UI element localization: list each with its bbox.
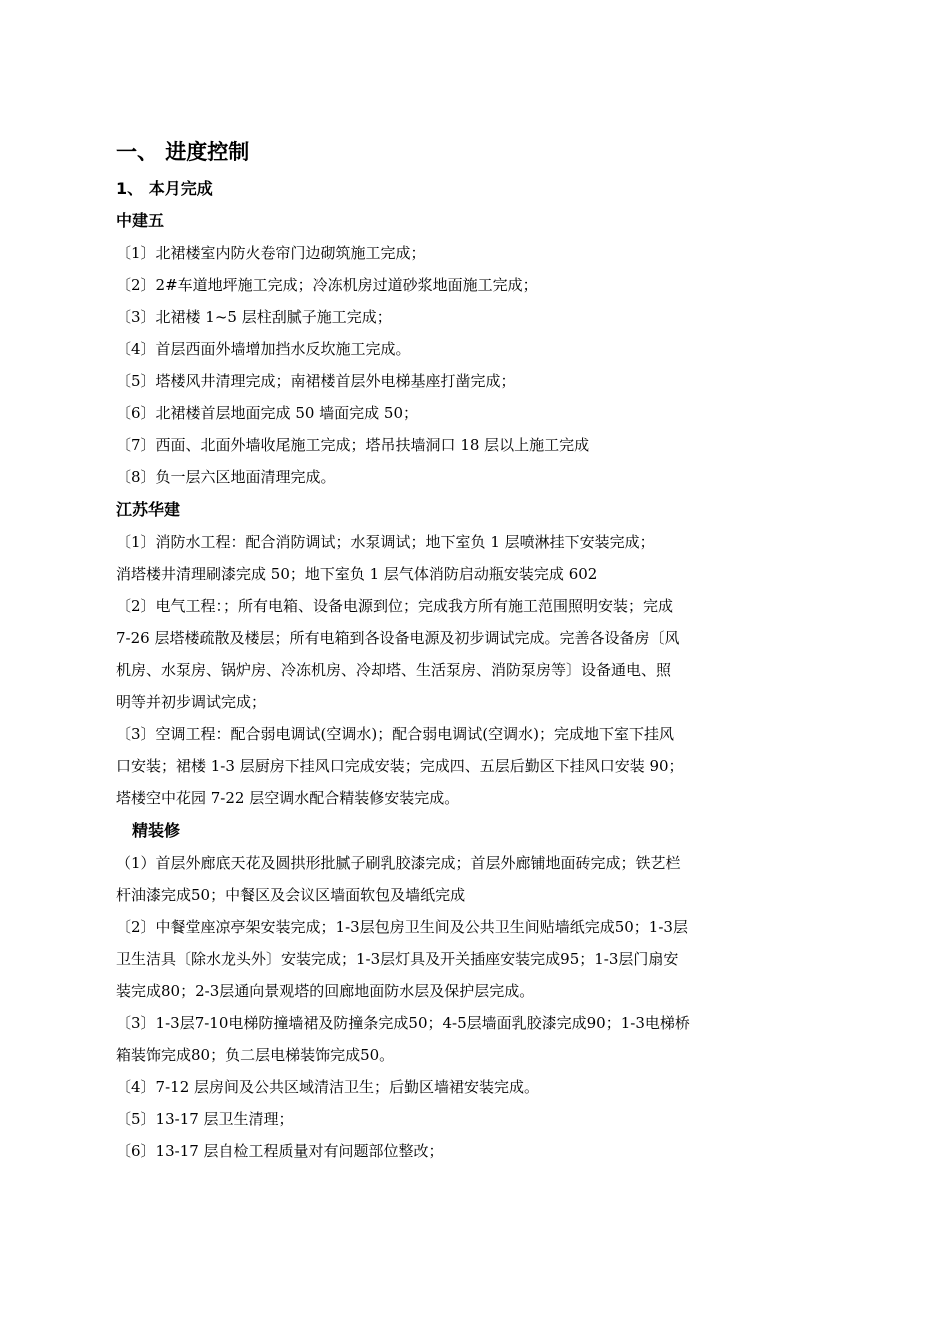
list-item: 〔2〕电气工程：；所有电箱、设备电源到位；完成我方所有施工范围照明安装；完成 xyxy=(116,597,674,615)
contractor-title-zhongjianwu: 中建五 xyxy=(116,211,165,230)
list-item: 机房、水泵房、锅炉房、冷冻机房、冷却塔、生活泵房、消防泵房等〕设备通电、照 xyxy=(116,661,672,679)
list-item: 〔5〕13-17 层卫生清理； xyxy=(116,1110,294,1128)
contractor-title-jingzhuangxiu: 精装修 xyxy=(132,821,181,840)
list-item: 杆油漆完成50；中餐区及会议区墙面软包及墙纸完成 xyxy=(116,886,466,904)
list-item: 口安装；裙楼 1-3 层厨房下挂风口完成安装；完成四、五层后勤区下挂风口安装 90； xyxy=(116,757,684,775)
list-item: 消塔楼井清理刷漆完成 50；地下室负 1 层气体消防启动瓶安装完成 602 xyxy=(116,565,598,583)
list-item: 明等并初步调试完成； xyxy=(116,693,267,711)
list-item: 〔3〕1-3层7-10电梯防撞墙裙及防撞条完成50；4-5层墙面乳胶漆完成90；1-3电梯桥 xyxy=(116,1014,690,1032)
list-item: 〔2〕中餐堂座凉亭架安装完成；1-3层包房卫生间及公共卫生间贴墙纸完成50；1-3层 xyxy=(116,918,688,936)
list-item: 〔6〕北裙楼首层地面完成 50 墙面完成 50； xyxy=(116,404,419,422)
list-item: 〔2〕2#车道地坪施工完成；冷冻机房过道砂浆地面施工完成； xyxy=(116,276,538,294)
section-heading: 一、 进度控制 xyxy=(116,140,250,164)
list-item: 7-26 层塔楼疏散及楼层；所有电箱到各设备电源及初步调试完成。完善各设备房〔风 xyxy=(116,629,680,647)
list-item: 〔1〕消防水工程：配合消防调试；水泵调试；地下室负 1 层喷淋挂下安装完成； xyxy=(116,533,655,551)
list-item: 〔4〕7-12 层房间及公共区域清洁卫生；后勤区墙裙安装完成。 xyxy=(116,1078,540,1096)
list-item: 〔1〕北裙楼室内防火卷帘门边砌筑施工完成； xyxy=(116,244,426,262)
list-item: 〔4〕首层西面外墙增加挡水反坎施工完成。 xyxy=(116,340,411,358)
list-item: （1）首层外廊底天花及圆拱形批腻子刷乳胶漆完成；首层外廊铺地面砖完成；铁艺栏 xyxy=(116,854,681,872)
list-item: 箱装饰完成80；负二层电梯装饰完成50。 xyxy=(116,1046,395,1064)
subsection-heading: 1、 本月完成 xyxy=(116,179,213,198)
list-item: 〔8〕负一层六区地面清理完成。 xyxy=(116,468,336,486)
list-item: 〔3〕空调工程：配合弱电调试(空调水)；配合弱电调试(空调水)；完成地下室下挂风 xyxy=(116,725,674,743)
list-item: 〔7〕西面、北面外墙收尾施工完成；塔吊扶墙洞口 18 层以上施工完成 xyxy=(116,436,590,454)
list-item: 装完成80；2-3层通向景观塔的回廊地面防水层及保护层完成。 xyxy=(116,982,535,1000)
list-item: 〔5〕塔楼风井清理完成；南裙楼首层外电梯基座打凿完成； xyxy=(116,372,516,390)
contractor-title-jiangsuhuajian: 江苏华建 xyxy=(116,500,181,519)
document-page xyxy=(116,136,836,1167)
list-item: 〔3〕北裙楼 1~5 层柱刮腻子施工完成； xyxy=(116,308,392,326)
list-item: 卫生洁具〔除水龙头外〕安装完成；1-3层灯具及开关插座安装完成95；1-3层门扇安 xyxy=(116,950,679,968)
list-item: 塔楼空中花园 7-22 层空调水配合精装修安装完成。 xyxy=(116,789,460,807)
list-item: 〔6〕13-17 层自检工程质量对有问题部位整改； xyxy=(116,1142,444,1160)
